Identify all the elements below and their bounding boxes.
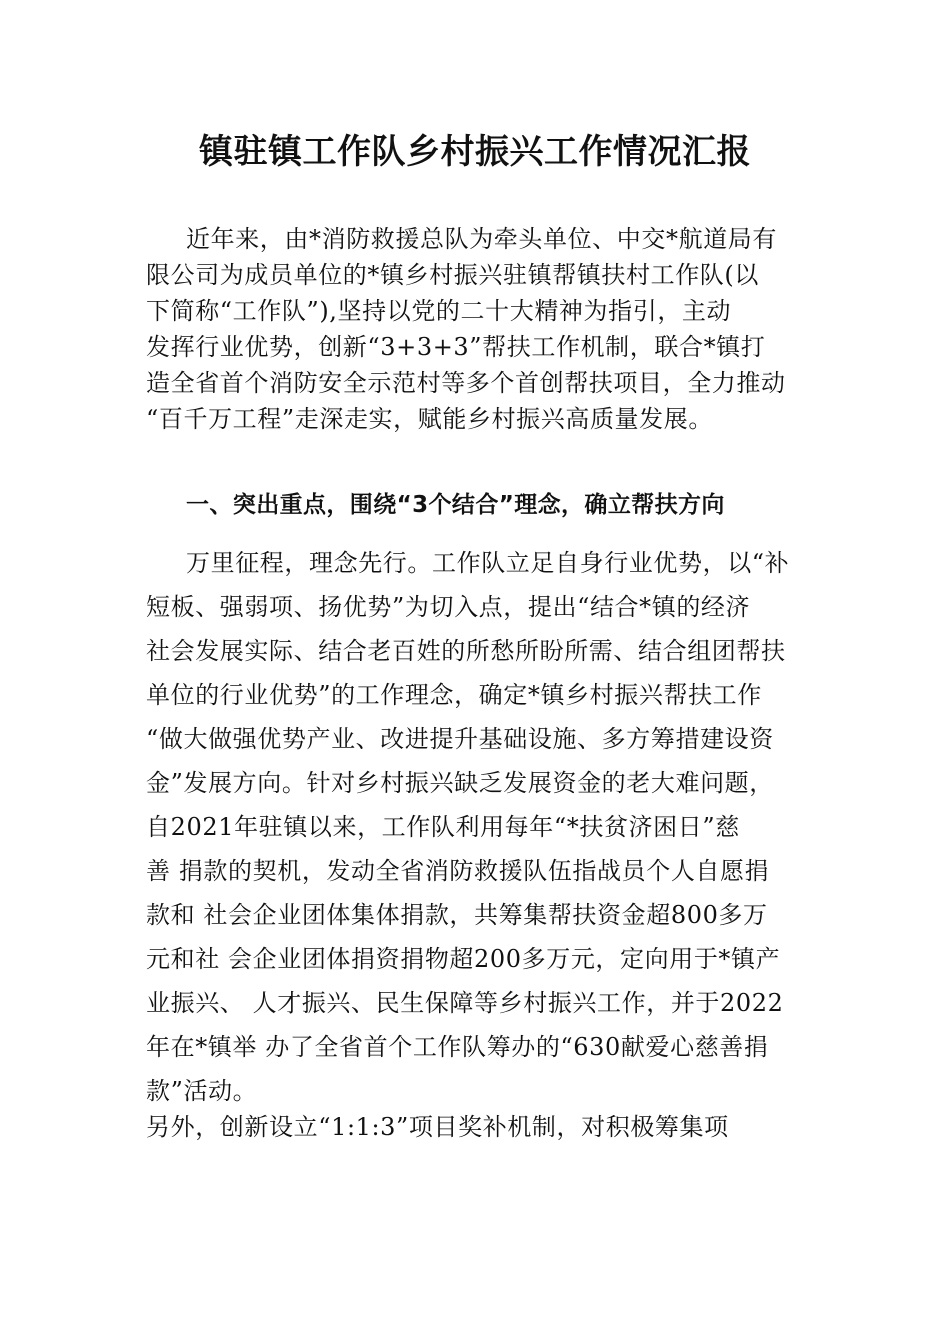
body-line: 金”发展方向。针对乡村振兴缺乏发展资金的老大难问题， <box>146 769 774 797</box>
intro-line: 发挥行业优势，创新“3+3+3”帮扶工作机制，联合*镇打 <box>146 333 766 361</box>
body-line: 款和 社会企业团体集体捐款，共筹集帮扶资金超800多万 <box>146 901 768 929</box>
intro-line: 限公司为成员单位的*镇乡村振兴驻镇帮镇扶村工作队(以 <box>146 261 759 289</box>
body-line: “做大做强优势产业、改进提升基础设施、多方筹措建设资 <box>146 725 774 753</box>
body-line: 业振兴、 人才振兴、民生保障等乡村振兴工作，并于2022 <box>146 989 784 1017</box>
body-line: 另外，创新设立“1:1:3”项目奖补机制，对积极筹集项 <box>146 1113 729 1141</box>
body-line: 自2021年驻镇以来，工作队利用每年“*扶贫济困日”慈 <box>146 813 740 841</box>
body-line: 万里征程，理念先行。工作队立足自身行业优势，以“补 <box>186 549 790 577</box>
document-title: 镇驻镇工作队乡村振兴工作情况汇报 <box>199 132 751 172</box>
body-line: 元和社 会企业团体捐资捐物超200多万元，定向用于*镇产 <box>146 945 781 973</box>
intro-line: 近年来，由*消防救援总队为牵头单位、中交*航道局有 <box>186 225 777 253</box>
body-line: 善 捐款的契机，发动全省消防救援队伍指战员个人自愿捐 <box>146 857 770 885</box>
intro-line: 造全省首个消防安全示范村等多个首创帮扶项目，全力推动 <box>146 369 786 397</box>
body-line: 款”活动。 <box>146 1077 258 1105</box>
body-line: 短板、强弱项、扬优势”为切入点，提出“结合*镇的经济 <box>146 593 751 621</box>
body-line: 社会发展实际、结合老百姓的所愁所盼所需、结合组团帮扶 <box>146 637 786 665</box>
intro-line: 下简称“工作队”),坚持以党的二十大精神为指引，主动 <box>146 297 732 325</box>
section-heading: 一、突出重点，围绕“3个结合”理念，确立帮扶方向 <box>186 492 725 518</box>
body-line: 单位的行业优势”的工作理念，确定*镇乡村振兴帮扶工作 <box>146 681 762 709</box>
body-line: 年在*镇举 办了全省首个工作队筹办的“630献爱心慈善捐 <box>146 1033 769 1061</box>
intro-line: “百千万工程”走深走实，赋能乡村振兴高质量发展。 <box>146 405 713 433</box>
